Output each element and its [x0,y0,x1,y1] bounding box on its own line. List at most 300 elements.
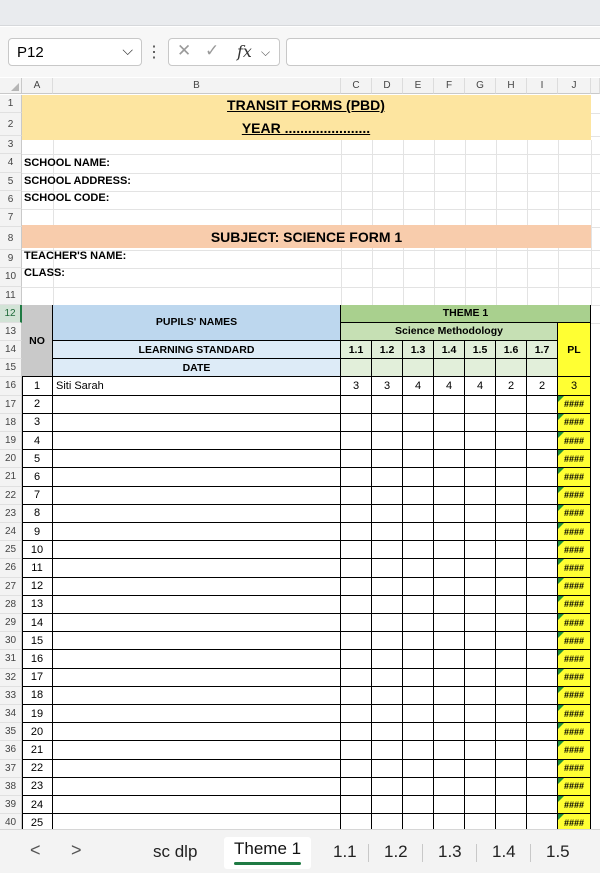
score-cell[interactable] [372,432,403,450]
row-header[interactable]: 31 [0,650,22,668]
row-header[interactable]: 5 [0,173,22,191]
column-header[interactable]: A [22,78,53,94]
score-cell[interactable] [465,596,496,614]
score-cell[interactable]: 3 [341,377,372,395]
row-header[interactable]: 10 [0,268,22,286]
score-cell[interactable] [403,578,434,596]
date-cell[interactable] [527,359,558,377]
score-cell[interactable] [372,650,403,668]
score-cell[interactable] [527,450,558,468]
column-header[interactable]: D [372,78,403,94]
score-cell[interactable]: 4 [434,377,465,395]
score-cell[interactable] [496,396,527,414]
score-cell[interactable] [496,541,527,559]
pupil-name-cell[interactable] [53,705,341,723]
score-cell[interactable] [527,578,558,596]
score-cell[interactable] [372,778,403,796]
score-cell[interactable] [527,796,558,814]
row-header[interactable]: 34 [0,705,22,723]
sheet-tab[interactable]: 1.2 [384,842,408,861]
gridline [403,140,404,305]
score-cell[interactable] [496,705,527,723]
row-header[interactable]: 4 [0,154,22,172]
enter-icon[interactable]: ✓ [205,41,220,60]
next-sheet-icon[interactable]: > [71,840,82,860]
score-cell[interactable] [434,559,465,577]
pl-cell: #### [558,578,591,596]
row-header[interactable]: 32 [0,669,22,687]
score-cell[interactable] [465,796,496,814]
pupil-name-cell[interactable] [53,723,341,741]
score-cell[interactable] [496,596,527,614]
score-cell[interactable] [496,741,527,759]
score-cell[interactable] [341,559,372,577]
gridline [22,154,600,155]
score-cell[interactable] [341,796,372,814]
score-cell[interactable] [496,723,527,741]
score-cell[interactable] [434,687,465,705]
score-cell[interactable] [372,669,403,687]
error-indicator-icon [558,705,564,711]
score-cell[interactable] [403,705,434,723]
score-cell[interactable] [434,505,465,523]
pupil-name-cell[interactable] [53,487,341,505]
row-header[interactable]: 29 [0,614,22,632]
score-cell[interactable] [372,414,403,432]
score-cell[interactable] [465,487,496,505]
row-header[interactable]: 14 [0,341,22,359]
row-header[interactable]: 22 [0,487,22,505]
date-cell[interactable] [403,359,434,377]
score-cell[interactable] [434,705,465,723]
pupil-name-cell[interactable] [53,505,341,523]
score-cell[interactable] [527,432,558,450]
pl-cell: #### [558,468,591,486]
score-cell[interactable] [527,741,558,759]
score-cell[interactable] [527,596,558,614]
score-cell[interactable] [434,523,465,541]
sheet-tab-active[interactable] [224,837,311,869]
row-header[interactable]: 36 [0,741,22,759]
score-cell[interactable] [496,632,527,650]
score-cell[interactable] [434,541,465,559]
date-cell[interactable] [465,359,496,377]
score-cell[interactable] [465,432,496,450]
pupil-name-cell[interactable] [53,669,341,687]
row-header[interactable]: 9 [0,250,22,268]
score-cell[interactable] [372,705,403,723]
score-cell[interactable] [527,468,558,486]
score-cell[interactable] [403,432,434,450]
error-indicator-icon [558,778,564,784]
score-cell[interactable] [465,650,496,668]
score-cell[interactable] [434,796,465,814]
pupil-name-cell[interactable] [53,760,341,778]
row-header[interactable]: 21 [0,468,22,486]
score-cell[interactable] [496,760,527,778]
score-cell[interactable] [403,723,434,741]
row-header[interactable]: 28 [0,596,22,614]
score-cell[interactable] [465,468,496,486]
pupil-name-cell[interactable] [53,596,341,614]
score-cell[interactable] [403,687,434,705]
score-cell[interactable] [372,396,403,414]
score-cell[interactable] [527,559,558,577]
score-cell[interactable] [434,741,465,759]
score-cell[interactable] [465,450,496,468]
pupil-name-cell[interactable] [53,796,341,814]
pupil-name-cell[interactable] [53,432,341,450]
score-cell[interactable] [527,505,558,523]
row-header[interactable]: 3 [0,136,22,154]
score-cell[interactable] [434,669,465,687]
row-header[interactable]: 39 [0,796,22,814]
pl-cell: #### [558,414,591,432]
row-header[interactable]: 40 [0,814,22,832]
row-header[interactable]: 12 [0,305,22,323]
row-header[interactable]: 17 [0,396,22,414]
score-cell[interactable]: 4 [465,377,496,395]
score-cell[interactable] [341,468,372,486]
score-cell[interactable] [496,414,527,432]
score-cell[interactable] [465,760,496,778]
score-cell[interactable] [403,450,434,468]
error-indicator-icon [558,414,564,420]
score-cell[interactable] [341,596,372,614]
score-cell[interactable] [403,559,434,577]
score-cell[interactable] [403,505,434,523]
score-cell[interactable] [403,596,434,614]
score-cell[interactable] [341,632,372,650]
fx-chevron-icon[interactable]: ⌵ [261,45,271,59]
score-cell[interactable] [341,541,372,559]
error-indicator-icon [558,468,564,474]
date-cell[interactable] [341,359,372,377]
score-cell[interactable] [341,396,372,414]
row-header[interactable]: 37 [0,760,22,778]
score-cell[interactable] [434,760,465,778]
score-cell[interactable] [403,523,434,541]
score-cell[interactable] [341,778,372,796]
score-cell[interactable] [403,669,434,687]
score-cell[interactable] [403,396,434,414]
pl-cell: #### [558,796,591,814]
row-header[interactable]: 26 [0,559,22,577]
pupil-name-cell[interactable] [53,468,341,486]
row-header[interactable]: 35 [0,723,22,741]
score-cell[interactable] [372,614,403,632]
score-cell[interactable] [527,723,558,741]
pupil-name-cell[interactable] [53,541,341,559]
sheet-tab[interactable]: 1.4 [492,842,516,861]
prev-sheet-icon[interactable]: < [30,840,41,860]
score-cell[interactable] [372,596,403,614]
row-header[interactable]: 7 [0,209,22,227]
pupil-name-cell[interactable] [53,450,341,468]
score-cell[interactable] [372,578,403,596]
column-header[interactable]: H [496,78,527,94]
score-cell[interactable] [496,450,527,468]
score-cell[interactable] [496,614,527,632]
row-header[interactable]: 6 [0,191,22,209]
score-cell[interactable]: 4 [403,377,434,395]
row-header[interactable]: 18 [0,414,22,432]
pupil-name-cell[interactable] [53,632,341,650]
formula-input[interactable] [286,38,600,66]
score-cell[interactable] [403,796,434,814]
score-cell[interactable] [341,414,372,432]
pupil-name-cell[interactable] [53,741,341,759]
score-cell[interactable] [372,796,403,814]
score-cell[interactable] [434,614,465,632]
score-cell[interactable] [372,687,403,705]
score-cell[interactable] [465,578,496,596]
score-cell[interactable] [465,705,496,723]
score-cell[interactable] [403,414,434,432]
score-cell[interactable] [465,614,496,632]
pl-cell: #### [558,650,591,668]
pl-header: PL [558,323,591,378]
score-cell[interactable] [341,723,372,741]
score-cell[interactable] [496,505,527,523]
score-cell[interactable] [527,487,558,505]
score-cell[interactable] [403,632,434,650]
pupil-name-cell[interactable]: Siti Sarah [53,377,341,395]
score-cell[interactable] [341,669,372,687]
cancel-icon[interactable]: ✕ [177,41,192,60]
gridline [22,209,600,210]
score-cell[interactable]: 3 [372,377,403,395]
pl-cell: #### [558,669,591,687]
score-cell[interactable] [527,669,558,687]
score-cell[interactable] [496,523,527,541]
score-cell[interactable] [527,650,558,668]
score-cell[interactable]: 2 [527,377,558,395]
column-header[interactable]: J [558,78,591,94]
score-cell[interactable] [372,559,403,577]
score-cell[interactable] [496,650,527,668]
column-header-overflow[interactable] [591,78,600,94]
score-cell[interactable] [341,450,372,468]
score-cell[interactable] [496,559,527,577]
score-cell[interactable] [434,468,465,486]
score-cell[interactable] [372,450,403,468]
score-cell[interactable] [496,687,527,705]
score-cell[interactable] [434,432,465,450]
score-cell[interactable] [434,650,465,668]
score-cell[interactable] [527,632,558,650]
gridline [591,140,592,305]
score-cell[interactable] [496,578,527,596]
sheet-tab-bar [0,829,600,873]
pupil-name-cell[interactable] [53,559,341,577]
score-cell[interactable] [465,723,496,741]
score-cell[interactable] [403,778,434,796]
score-cell[interactable] [341,487,372,505]
gridline [434,140,435,305]
score-cell[interactable] [527,523,558,541]
error-indicator-icon [558,814,564,820]
score-cell[interactable] [527,414,558,432]
row-number: 6 [22,468,53,486]
row-header[interactable]: 25 [0,541,22,559]
score-cell[interactable]: 2 [496,377,527,395]
score-cell[interactable] [372,541,403,559]
score-cell[interactable] [496,468,527,486]
error-indicator-icon [558,669,564,675]
score-cell[interactable] [527,687,558,705]
score-cell[interactable] [372,487,403,505]
score-cell[interactable] [434,414,465,432]
score-cell[interactable] [496,432,527,450]
score-cell[interactable] [341,523,372,541]
pupil-name-cell[interactable] [53,396,341,414]
score-cell[interactable] [403,487,434,505]
pupil-name-cell[interactable] [53,414,341,432]
row-header[interactable]: 20 [0,450,22,468]
score-cell[interactable] [341,687,372,705]
row-header[interactable]: 8 [0,227,22,250]
score-cell[interactable] [496,778,527,796]
score-cell[interactable] [527,614,558,632]
score-cell[interactable] [341,760,372,778]
error-indicator-icon [558,632,564,638]
score-cell[interactable] [496,669,527,687]
score-cell[interactable] [527,778,558,796]
pupil-name-cell[interactable] [53,523,341,541]
row-header[interactable]: 30 [0,632,22,650]
score-cell[interactable] [403,541,434,559]
column-header[interactable]: B [53,78,341,94]
score-cell[interactable] [341,650,372,668]
score-cell[interactable] [465,778,496,796]
pupil-name-cell[interactable] [53,614,341,632]
score-cell[interactable] [403,650,434,668]
pl-cell: #### [558,778,591,796]
score-cell[interactable] [465,669,496,687]
column-header[interactable]: I [527,78,558,94]
score-cell[interactable] [527,396,558,414]
date-cell[interactable] [496,359,527,377]
score-cell[interactable] [341,741,372,759]
sheet-tab[interactable]: 1.5 [546,842,570,861]
score-cell[interactable] [403,468,434,486]
score-cell[interactable] [372,523,403,541]
score-cell[interactable] [341,432,372,450]
score-cell[interactable] [465,396,496,414]
insert-function-icon[interactable]: fx [237,42,252,61]
score-cell[interactable] [434,396,465,414]
column-header[interactable]: E [403,78,434,94]
row-header[interactable]: 19 [0,432,22,450]
row-header[interactable]: 2 [0,113,22,136]
pl-cell: #### [558,614,591,632]
score-cell[interactable] [434,487,465,505]
score-cell[interactable] [434,578,465,596]
more-options-icon[interactable]: ⋮ [146,44,162,61]
school-address-label: SCHOOL ADDRESS: [24,175,131,187]
date-cell[interactable] [372,359,403,377]
score-cell[interactable] [372,723,403,741]
score-cell[interactable] [465,632,496,650]
pl-cell: #### [558,814,591,832]
select-all-corner[interactable] [0,78,22,94]
sheet-tab[interactable]: 1.1 [333,842,357,861]
score-cell[interactable] [465,559,496,577]
row-header[interactable]: 15 [0,359,22,377]
sheet-tab[interactable]: 1.3 [438,842,462,861]
pupil-name-cell[interactable] [53,578,341,596]
tab-separator [368,844,369,862]
date-cell[interactable] [434,359,465,377]
row-header[interactable]: 1 [0,95,22,113]
score-cell[interactable] [465,687,496,705]
school-code-label: SCHOOL CODE: [24,192,110,204]
standard-header: 1.5 [465,341,496,359]
score-cell[interactable] [434,632,465,650]
row-header[interactable]: 33 [0,687,22,705]
chevron-down-icon[interactable]: ⌵ [122,42,133,58]
score-cell[interactable] [341,705,372,723]
score-cell[interactable] [372,505,403,523]
score-cell[interactable] [465,741,496,759]
pupil-name-cell[interactable] [53,778,341,796]
name-box[interactable] [8,38,142,66]
pl-cell: 3 [558,377,591,395]
sheet-tab[interactable]: sc dlp [153,842,198,861]
score-cell[interactable] [496,487,527,505]
score-cell[interactable] [341,578,372,596]
score-cell[interactable] [496,796,527,814]
score-cell[interactable] [465,523,496,541]
score-cell[interactable] [341,505,372,523]
score-cell[interactable] [341,614,372,632]
score-cell[interactable] [527,705,558,723]
standard-header: 1.2 [372,341,403,359]
pupil-name-cell[interactable] [53,650,341,668]
row-header[interactable]: 16 [0,377,22,395]
score-cell[interactable] [434,596,465,614]
column-header[interactable]: G [465,78,496,94]
row-header[interactable]: 24 [0,523,22,541]
row-header[interactable]: 11 [0,287,22,305]
score-cell[interactable] [372,760,403,778]
score-cell[interactable] [372,468,403,486]
row-header[interactable]: 13 [0,323,22,341]
score-cell[interactable] [434,450,465,468]
score-cell[interactable] [403,614,434,632]
row-header[interactable]: 23 [0,505,22,523]
score-cell[interactable] [372,741,403,759]
score-cell[interactable] [465,414,496,432]
column-header[interactable]: C [341,78,372,94]
pupil-name-cell[interactable] [53,687,341,705]
score-cell[interactable] [434,778,465,796]
column-header[interactable]: F [434,78,465,94]
score-cell[interactable] [403,741,434,759]
score-cell[interactable] [434,723,465,741]
row-header[interactable]: 27 [0,578,22,596]
score-cell[interactable] [527,760,558,778]
score-cell[interactable] [465,505,496,523]
score-cell[interactable] [372,632,403,650]
pl-cell: #### [558,705,591,723]
error-indicator-icon [558,596,564,602]
score-cell[interactable] [465,541,496,559]
score-cell[interactable] [403,760,434,778]
score-cell[interactable] [527,541,558,559]
row-header[interactable]: 38 [0,778,22,796]
